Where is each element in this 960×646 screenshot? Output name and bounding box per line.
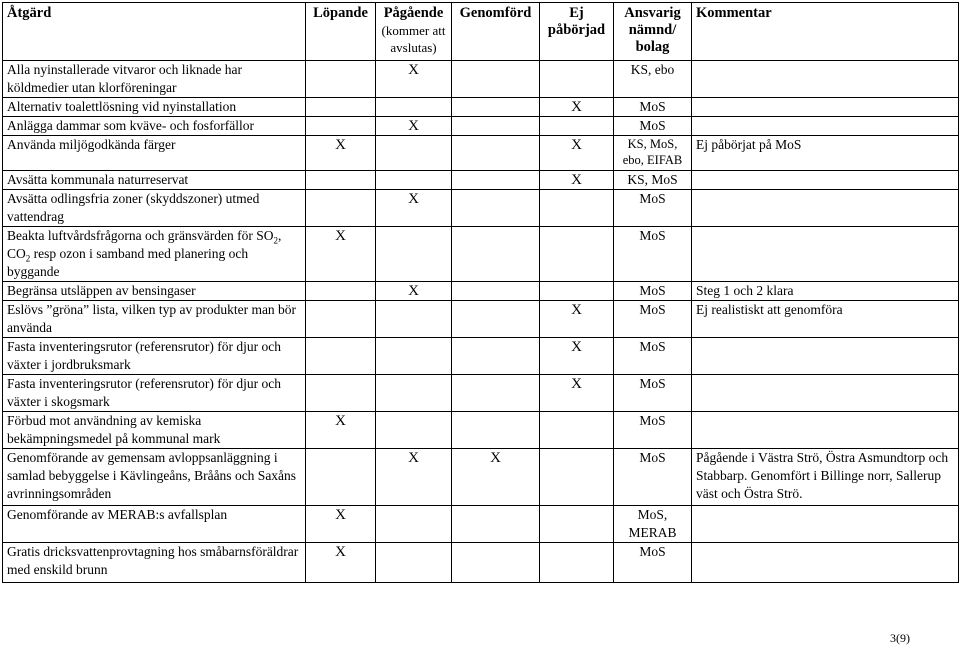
kommentar-cell: Pågående i Västra Strö, Östra Asmundtorp och Stabbarp. Genomfört i Billinge norr, Sallerup väst och Östra Strö. bbox=[692, 449, 959, 506]
ansvarig-cell: MoS bbox=[614, 282, 692, 301]
ej-paborjad-cell bbox=[540, 227, 614, 282]
lopande-cell bbox=[306, 190, 376, 227]
header-ansvarig: Ansvarig nämnd/ bolag bbox=[614, 3, 692, 61]
action-cell: Förbud mot användning av kemiska bekämpningsmedel på kommunal mark bbox=[3, 412, 306, 449]
lopande-cell: X bbox=[306, 227, 376, 282]
lopande-cell bbox=[306, 61, 376, 98]
pagaende-cell bbox=[376, 136, 452, 171]
ansvarig-cell: MoS bbox=[614, 117, 692, 136]
ej-paborjad-cell: X bbox=[540, 98, 614, 117]
lopande-cell bbox=[306, 449, 376, 506]
table-row bbox=[3, 98, 959, 117]
table-row bbox=[3, 543, 959, 583]
ej-paborjad-cell bbox=[540, 449, 614, 506]
pagaende-cell: X bbox=[376, 61, 452, 98]
pagaende-cell: X bbox=[376, 117, 452, 136]
header-kommentar: Kommentar bbox=[692, 3, 959, 61]
action-cell: Begränsa utsläppen av bensingaser bbox=[3, 282, 306, 301]
table-row bbox=[3, 301, 959, 338]
ansvarig-cell: MoS bbox=[614, 301, 692, 338]
ansvarig-cell: MoS bbox=[614, 543, 692, 583]
table-row bbox=[3, 412, 959, 449]
kommentar-cell bbox=[692, 375, 959, 412]
ej-paborjad-cell bbox=[540, 61, 614, 98]
lopande-cell bbox=[306, 282, 376, 301]
lopande-cell bbox=[306, 338, 376, 375]
kommentar-cell bbox=[692, 98, 959, 117]
pagaende-cell: X bbox=[376, 449, 452, 506]
ej-paborjad-cell: X bbox=[540, 171, 614, 190]
ej-paborjad-cell bbox=[540, 506, 614, 543]
genomford-cell bbox=[452, 61, 540, 98]
lopande-cell bbox=[306, 301, 376, 338]
table-row bbox=[3, 190, 959, 227]
action-cell: Fasta inventeringsrutor (referensrutor) för djur och växter i skogsmark bbox=[3, 375, 306, 412]
header-pagaende-label: Pågående bbox=[383, 5, 444, 21]
subscript: 2 bbox=[273, 235, 279, 246]
action-cell: Eslövs ”gröna” lista, vilken typ av produkter man bör använda bbox=[3, 301, 306, 338]
header-genomford: Genomförd bbox=[452, 3, 540, 61]
genomford-cell bbox=[452, 171, 540, 190]
ansvarig-cell: MoS bbox=[614, 190, 692, 227]
table-row bbox=[3, 338, 959, 375]
action-cell: Genomförande av MERAB:s avfallsplan bbox=[3, 506, 306, 543]
pagaende-cell bbox=[376, 301, 452, 338]
ej-paborjad-cell: X bbox=[540, 301, 614, 338]
action-text-pre: Beakta luftvårdsfrågorna och gränsvärden för SO bbox=[7, 228, 274, 243]
kommentar-cell bbox=[692, 61, 959, 98]
pagaende-cell bbox=[376, 412, 452, 449]
action-cell: Avsätta kommunala naturreservat bbox=[3, 171, 306, 190]
pagaende-cell: X bbox=[376, 190, 452, 227]
ej-paborjad-cell bbox=[540, 543, 614, 583]
table-row bbox=[3, 61, 959, 98]
action-cell: Anlägga dammar som kväve- och fosforfällor bbox=[3, 117, 306, 136]
genomford-cell bbox=[452, 412, 540, 449]
header-lopande: Löpande bbox=[306, 3, 376, 61]
subscript: 2 bbox=[25, 253, 31, 264]
ansvarig-cell: KS, MoS bbox=[614, 171, 692, 190]
action-cell: Avsätta odlingsfria zoner (skyddszoner) utmed vattendrag bbox=[3, 190, 306, 227]
kommentar-cell: Steg 1 och 2 klara bbox=[692, 282, 959, 301]
action-cell bbox=[3, 227, 306, 282]
lopande-cell bbox=[306, 375, 376, 412]
ej-paborjad-cell bbox=[540, 190, 614, 227]
lopande-cell bbox=[306, 171, 376, 190]
kommentar-cell bbox=[692, 412, 959, 449]
genomford-cell bbox=[452, 506, 540, 543]
table-row bbox=[3, 449, 959, 506]
genomford-cell bbox=[452, 282, 540, 301]
pagaende-cell bbox=[376, 98, 452, 117]
lopande-cell bbox=[306, 98, 376, 117]
table-row bbox=[3, 171, 959, 190]
genomford-cell bbox=[452, 227, 540, 282]
kommentar-cell bbox=[692, 338, 959, 375]
lopande-cell: X bbox=[306, 506, 376, 543]
ansvarig-cell: KS, ebo bbox=[614, 61, 692, 98]
action-text-post: resp ozon i samband med planering och byggande bbox=[7, 246, 249, 279]
action-text-mid: , CO bbox=[7, 228, 282, 261]
pagaende-cell bbox=[376, 375, 452, 412]
kommentar-cell bbox=[692, 227, 959, 282]
genomford-cell bbox=[452, 117, 540, 136]
genomford-cell bbox=[452, 375, 540, 412]
ansvarig-cell: MoS bbox=[614, 338, 692, 375]
genomford-cell bbox=[452, 136, 540, 171]
ansvarig-cell: MoS bbox=[614, 227, 692, 282]
pagaende-cell bbox=[376, 171, 452, 190]
header-pagaende bbox=[376, 3, 452, 61]
ej-paborjad-cell bbox=[540, 412, 614, 449]
lopande-cell: X bbox=[306, 412, 376, 449]
header-ej-paborjad: Ej påbörjad bbox=[540, 3, 614, 61]
table-row bbox=[3, 282, 959, 301]
lopande-cell: X bbox=[306, 136, 376, 171]
genomford-cell bbox=[452, 301, 540, 338]
action-cell: Alla nyinstallerade vitvaror och liknade har köldmedier utan klorföreningar bbox=[3, 61, 306, 98]
action-cell: Fasta inventeringsrutor (referensrutor) för djur och växter i jordbruksmark bbox=[3, 338, 306, 375]
ansvarig-cell: MoS, MERAB bbox=[614, 506, 692, 543]
ansvarig-cell: MoS bbox=[614, 375, 692, 412]
kommentar-cell bbox=[692, 190, 959, 227]
table-row bbox=[3, 136, 959, 171]
genomford-cell bbox=[452, 338, 540, 375]
action-cell: Genomförande av gemensam avloppsanläggning i samlad bebyggelse i Kävlingeåns, Brååns och Saxåns avrinningsområden bbox=[3, 449, 306, 506]
kommentar-cell: Ej påbörjat på MoS bbox=[692, 136, 959, 171]
pagaende-cell: X bbox=[376, 282, 452, 301]
action-cell: Gratis dricksvattenprovtagning hos småbarnsföräldrar med enskild brunn bbox=[3, 543, 306, 583]
kommentar-cell: Ej realistiskt att genomföra bbox=[692, 301, 959, 338]
table-row bbox=[3, 227, 959, 282]
action-table bbox=[2, 2, 959, 583]
header-pagaende-sub: (kommer att avslutas) bbox=[381, 23, 446, 55]
kommentar-cell bbox=[692, 171, 959, 190]
pagaende-cell bbox=[376, 543, 452, 583]
ej-paborjad-cell: X bbox=[540, 338, 614, 375]
action-cell: Alternativ toalettlösning vid nyinstallation bbox=[3, 98, 306, 117]
ansvarig-cell: MoS bbox=[614, 98, 692, 117]
genomford-cell bbox=[452, 98, 540, 117]
kommentar-cell bbox=[692, 506, 959, 543]
kommentar-cell bbox=[692, 117, 959, 136]
ej-paborjad-cell bbox=[540, 282, 614, 301]
ansvarig-cell: MoS bbox=[614, 449, 692, 506]
ansvarig-cell: KS, MoS, ebo, EIFAB bbox=[614, 136, 692, 171]
genomford-cell bbox=[452, 543, 540, 583]
ej-paborjad-cell: X bbox=[540, 136, 614, 171]
pagaende-cell bbox=[376, 227, 452, 282]
page-number: 3(9) bbox=[890, 631, 910, 645]
kommentar-cell bbox=[692, 543, 959, 583]
header-atgard: Åtgärd bbox=[3, 3, 306, 61]
lopande-cell: X bbox=[306, 543, 376, 583]
ansvarig-cell: MoS bbox=[614, 412, 692, 449]
action-cell: Använda miljögodkända färger bbox=[3, 136, 306, 171]
pagaende-cell bbox=[376, 506, 452, 543]
table-row bbox=[3, 506, 959, 543]
header-row bbox=[3, 3, 959, 61]
genomford-cell bbox=[452, 190, 540, 227]
ej-paborjad-cell bbox=[540, 117, 614, 136]
pagaende-cell bbox=[376, 338, 452, 375]
table-row bbox=[3, 375, 959, 412]
genomford-cell: X bbox=[452, 449, 540, 506]
table-row bbox=[3, 117, 959, 136]
lopande-cell bbox=[306, 117, 376, 136]
ej-paborjad-cell: X bbox=[540, 375, 614, 412]
